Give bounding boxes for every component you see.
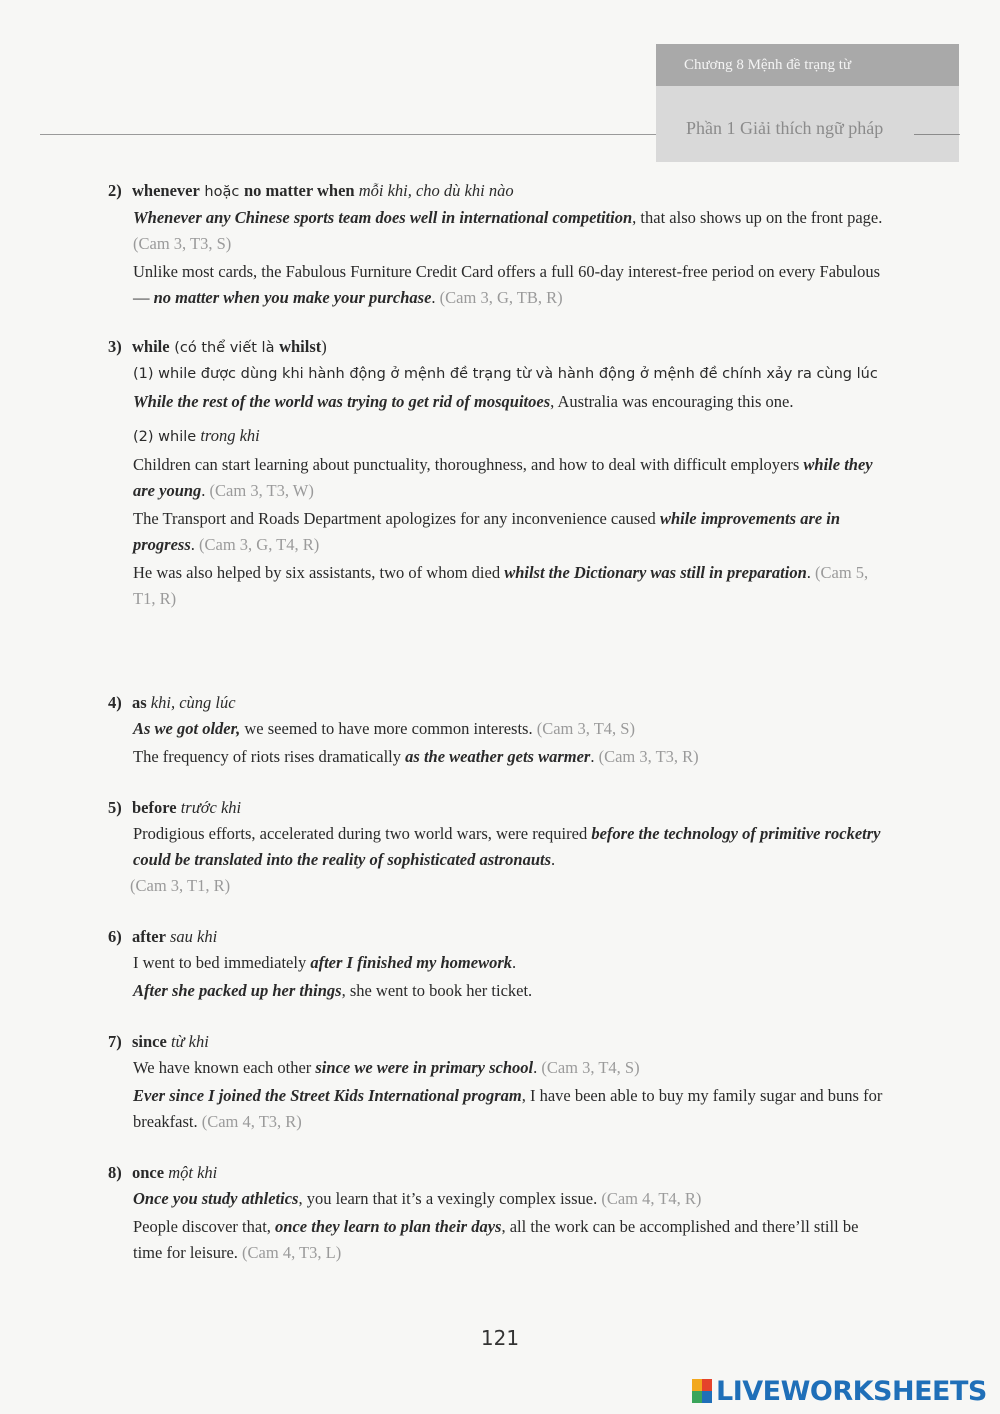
chapter-title: Chương 8 Mệnh đề trạng từ <box>656 44 959 86</box>
example-sentence: I went to bed immediately after I finished my homework. <box>133 953 517 972</box>
example-sentence: Once you study athletics, you learn that it’s a vexingly complex issue. (Cam 4, T4, R) <box>133 1189 702 1208</box>
example-sentence: People discover that, once they learn to plan their days, all the work can be accomplished and there’ll still be time for leisure. (Cam 4, T3, L) <box>133 1217 859 1262</box>
section-heading: 3) while (có thể viết là whilst) <box>108 337 327 356</box>
example-sentence: Children can start learning about punctuality, thoroughness, and how to deal with difficult employers while they are young. (Cam 3, T3, W) <box>133 455 873 500</box>
example-sentence: While the rest of the world was trying to get rid of mosquitoes, Australia was encouraging this one. <box>133 392 794 411</box>
example-sentence: Unlike most cards, the Fabulous Furniture Credit Card offers a full 60-day interest-free period on every Fabulous — no matter when you make your purchase. (Cam 3, G, TB, R) <box>133 262 881 307</box>
section-while <box>108 334 888 614</box>
example-sentence: Whenever any Chinese sports team does well in international competition, that also shows up on the front page. (Cam 3, T3, S) <box>133 208 883 253</box>
liveworksheets-logo[interactable] <box>692 1374 987 1408</box>
example-sentence: He was also helped by six assistants, two of whom died whilst the Dictionary was still in preparation. (Cam 5, T1, R) <box>133 563 869 608</box>
usage-note: (2) while trong khi <box>133 426 260 445</box>
part-title: Phần 1 Giải thích ngữ pháp <box>686 118 884 138</box>
section-heading: 4) as khi, cùng lúc <box>108 693 236 712</box>
example-sentence: After she packed up her things, she went to book her ticket. <box>133 981 533 1000</box>
section-heading: 8) once một khi <box>108 1163 218 1182</box>
section-heading: 7) since từ khi <box>108 1032 209 1051</box>
example-sentence: Prodigious efforts, accelerated during two world wars, were required before the technology of primitive rocketry could be translated into the reality of sophisticated astronauts. (Cam 3, T1, R) <box>130 824 881 895</box>
example-sentence: Ever since I joined the Street Kids International program, I have been able to buy my family sugar and buns for breakfast. (Cam 4, T3, R) <box>133 1086 883 1131</box>
section-heading: 5) before trước khi <box>108 798 242 817</box>
example-sentence: The Transport and Roads Department apologizes for any inconvenience caused while improvements are in progress. (Cam 3, G, T4, R) <box>133 509 841 554</box>
logo-text: LIVEWORKSHEETS <box>716 1375 987 1407</box>
section-after <box>108 924 888 1006</box>
example-sentence: As we got older, we seemed to have more common interests. (Cam 3, T4, S) <box>133 719 635 738</box>
example-sentence: The frequency of riots rises dramatically as the weather gets warmer. (Cam 3, T3, R) <box>133 747 699 766</box>
usage-note: (1) while được dùng khi hành động ở mệnh đề trạng từ và hành động ở mệnh đề chính xảy ra cùng lúc <box>133 366 878 382</box>
section-once <box>108 1160 888 1268</box>
section-whenever <box>108 178 888 313</box>
section-heading: 2) whenever hoặc no matter when mỗi khi, cho dù khi nào <box>108 181 514 200</box>
example-sentence: We have known each other since we were in primary school. (Cam 3, T4, S) <box>133 1058 640 1077</box>
part-title-rule <box>914 134 959 135</box>
logo-mark-icon <box>692 1379 712 1403</box>
section-since <box>108 1029 888 1137</box>
section-as <box>108 690 888 772</box>
section-heading: 6) after sau khi <box>108 927 218 946</box>
section-before <box>108 795 888 901</box>
page-number: 121 <box>480 1326 520 1350</box>
